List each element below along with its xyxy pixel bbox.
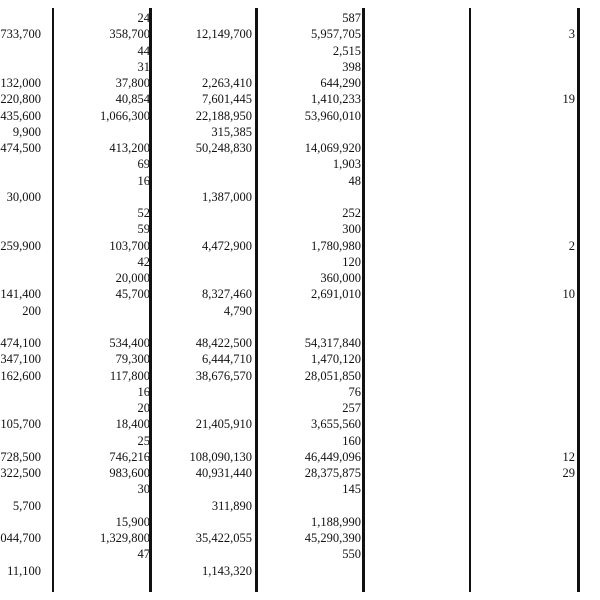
table-cell: 8,327,460 <box>202 287 252 302</box>
table-cell: 044,700 <box>0 531 41 545</box>
table-cell: 587 <box>342 11 361 25</box>
table-cell <box>475 563 575 579</box>
table-cell: 120 <box>342 254 361 269</box>
table-cell: 44 <box>137 43 150 58</box>
table-row <box>0 43 600 59</box>
table-row <box>0 319 600 335</box>
table-row <box>0 400 600 416</box>
table-cell: 47 <box>137 547 150 562</box>
table-cell <box>475 498 575 514</box>
table-cell: 413,200 <box>109 141 150 155</box>
table-cell: 105,700 <box>0 417 41 432</box>
table-cell <box>0 319 41 335</box>
table-cell <box>475 43 575 59</box>
table-cell: 12 <box>562 449 575 464</box>
table-cell <box>475 173 575 189</box>
table-cell <box>160 319 252 335</box>
table-cell: 1,329,800 <box>100 531 150 545</box>
table-cell: 1,066,300 <box>100 108 150 123</box>
table-cell: 252 <box>342 206 361 220</box>
table-cell <box>475 546 575 562</box>
table-cell <box>0 514 41 530</box>
table-cell: 1,903 <box>332 157 361 172</box>
table-cell <box>0 156 41 172</box>
table-row <box>0 140 600 156</box>
table-cell: 1,188,990 <box>311 514 361 529</box>
table-row <box>0 303 600 319</box>
table-cell <box>60 563 150 579</box>
table-cell: 162,600 <box>0 368 41 383</box>
table-cell: 644,290 <box>320 76 361 90</box>
table-row <box>0 26 600 42</box>
table-row <box>0 514 600 530</box>
table-cell: 16 <box>137 384 150 399</box>
table-cell: 28,051,850 <box>304 368 361 383</box>
table-cell: 40,854 <box>115 92 150 107</box>
table-cell <box>160 514 252 530</box>
table-cell: 38,676,570 <box>195 368 252 383</box>
table-cell <box>475 400 575 416</box>
table-row <box>0 563 600 579</box>
table-cell <box>475 189 575 205</box>
table-row <box>0 189 600 205</box>
table-row <box>0 368 600 384</box>
table-cell: 21,405,910 <box>195 417 252 432</box>
table-cell: 30 <box>137 482 150 497</box>
table-cell <box>0 205 41 221</box>
table-cell <box>475 108 575 124</box>
table-cell: 76 <box>348 384 361 399</box>
table-cell: 728,500 <box>0 449 41 464</box>
table-cell <box>0 43 41 59</box>
table-cell <box>160 43 252 59</box>
table-cell: 322,500 <box>0 466 41 480</box>
table-cell: 4,472,900 <box>202 238 252 253</box>
table-cell <box>270 319 361 335</box>
table-cell: 2,515 <box>332 43 361 58</box>
table-cell: 435,600 <box>0 108 41 123</box>
table-cell <box>160 59 252 75</box>
table-cell: 141,400 <box>0 287 41 302</box>
table-cell: 358,700 <box>109 27 150 42</box>
table-cell <box>60 189 150 205</box>
table-cell: 1,470,120 <box>311 352 361 367</box>
table-cell: 59 <box>137 222 150 237</box>
table-row <box>0 498 600 514</box>
table-cell <box>475 124 575 140</box>
table-cell: 132,000 <box>0 76 41 90</box>
table-cell: 25 <box>137 433 150 448</box>
table-cell: 474,500 <box>0 141 41 155</box>
table-row <box>0 108 600 124</box>
table-cell: 300 <box>342 222 361 237</box>
table-cell: 30,000 <box>6 189 41 204</box>
table-cell <box>160 481 252 497</box>
table-cell: 14,069,920 <box>304 141 361 155</box>
table-cell: 108,090,130 <box>189 449 252 464</box>
table-cell: 54,317,840 <box>304 336 361 350</box>
table-cell: 46,449,096 <box>304 449 361 464</box>
table-cell: 45,290,390 <box>304 531 361 545</box>
table-cell: 2,263,410 <box>202 76 252 90</box>
table-cell: 259,900 <box>0 238 41 253</box>
table-cell: 220,800 <box>0 92 41 107</box>
table-cell: 983,600 <box>109 466 150 480</box>
table-cell <box>475 433 575 449</box>
table-cell <box>270 124 361 140</box>
table-cell: 11,100 <box>7 563 41 578</box>
table-row <box>0 351 600 367</box>
table-row <box>0 546 600 562</box>
table-cell <box>160 546 252 562</box>
table-cell: 79,300 <box>115 352 150 367</box>
table-cell: 733,700 <box>0 27 41 42</box>
table-cell <box>160 173 252 189</box>
table-cell <box>475 10 575 26</box>
table-row <box>0 238 600 254</box>
table-cell: 4,790 <box>223 303 252 318</box>
table-cell <box>475 416 575 432</box>
table-cell: 48 <box>348 173 361 188</box>
table-cell <box>0 173 41 189</box>
table-cell: 16 <box>137 173 150 188</box>
table-cell: 29 <box>562 466 575 480</box>
table-cell <box>160 221 252 237</box>
table-row <box>0 59 600 75</box>
table-cell <box>475 75 575 91</box>
table-row <box>0 449 600 465</box>
table-cell <box>475 319 575 335</box>
table-cell <box>475 254 575 270</box>
table-cell <box>0 270 41 286</box>
table-row <box>0 91 600 107</box>
table-cell: 22,188,950 <box>195 108 252 123</box>
table-cell <box>160 205 252 221</box>
table-row <box>0 75 600 91</box>
table-cell: 1,387,000 <box>202 189 252 204</box>
table-cell: 10 <box>562 287 575 302</box>
table-cell: 103,700 <box>109 238 150 253</box>
table-row <box>0 433 600 449</box>
table-cell <box>0 254 41 270</box>
table-cell <box>60 319 150 335</box>
table-cell <box>0 433 41 449</box>
table-row <box>0 124 600 140</box>
table-cell <box>475 59 575 75</box>
table-row <box>0 384 600 400</box>
table-cell <box>475 514 575 530</box>
table-cell: 31 <box>137 59 150 74</box>
table-cell: 145 <box>342 482 361 497</box>
table-cell: 474,100 <box>0 336 41 350</box>
table-cell: 1,410,233 <box>311 92 361 107</box>
table-cell: 360,000 <box>320 271 361 285</box>
table-cell <box>160 433 252 449</box>
table-cell <box>475 140 575 156</box>
table-row <box>0 481 600 497</box>
table-row <box>0 221 600 237</box>
table-cell <box>0 546 41 562</box>
table-cell: 1,780,980 <box>311 238 361 253</box>
table-cell <box>270 563 361 579</box>
table-cell <box>475 303 575 319</box>
table-cell <box>475 205 575 221</box>
table-cell: 19 <box>562 92 575 107</box>
table-cell <box>270 189 361 205</box>
table-cell: 37,800 <box>115 76 150 90</box>
table-cell <box>475 368 575 384</box>
table-cell: 48,422,500 <box>195 336 252 350</box>
table-cell: 1,143,320 <box>202 563 252 578</box>
table-cell: 69 <box>137 157 150 172</box>
table-cell: 53,960,010 <box>304 108 361 123</box>
table-cell <box>475 530 575 546</box>
table-cell <box>475 481 575 497</box>
table-cell <box>60 498 150 514</box>
table-cell: 24 <box>137 11 150 25</box>
table-cell: 5,700 <box>12 498 41 513</box>
table-cell <box>160 254 252 270</box>
table-row <box>0 10 600 26</box>
table-cell: 398 <box>342 59 361 74</box>
table-cell: 42 <box>137 254 150 269</box>
table-cell <box>270 303 361 319</box>
table-cell: 347,100 <box>0 352 41 367</box>
table-cell: 9,900 <box>12 124 41 139</box>
table-row <box>0 530 600 546</box>
table-cell <box>60 303 150 319</box>
table-cell <box>0 400 41 416</box>
table-cell <box>160 10 252 26</box>
table-cell <box>475 270 575 286</box>
table-cell <box>475 335 575 351</box>
table-row <box>0 335 600 351</box>
table-cell <box>160 400 252 416</box>
table-cell: 50,248,830 <box>195 141 252 155</box>
table-cell: 315,385 <box>211 124 252 139</box>
table-cell: 2 <box>568 238 575 253</box>
table-cell: 18,400 <box>115 417 150 432</box>
table-cell <box>160 156 252 172</box>
table-row <box>0 156 600 172</box>
table-cell: 20,000 <box>115 271 150 285</box>
table-cell: 28,375,875 <box>304 466 361 480</box>
table-cell: 746,216 <box>109 449 150 464</box>
table-cell <box>0 221 41 237</box>
table-cell: 550 <box>342 547 361 562</box>
table-row <box>0 416 600 432</box>
table-cell <box>475 384 575 400</box>
table-cell: 15,900 <box>115 514 150 529</box>
table-cell: 534,400 <box>109 336 150 350</box>
table-cell: 200 <box>22 303 41 318</box>
table-cell: 160 <box>342 433 361 448</box>
table-cell: 117,800 <box>109 368 150 383</box>
table-cell: 6,444,710 <box>202 352 252 367</box>
table-cell: 3 <box>568 27 575 42</box>
table-cell: 20 <box>137 401 150 415</box>
table-cell: 311,890 <box>211 498 252 513</box>
table-cell <box>475 351 575 367</box>
table-row <box>0 286 600 302</box>
table-cell: 2,691,010 <box>311 287 361 302</box>
table-cell: 52 <box>137 206 150 220</box>
table-cell: 35,422,055 <box>195 531 252 545</box>
table-row <box>0 270 600 286</box>
table-cell <box>160 384 252 400</box>
table-cell <box>60 124 150 140</box>
table-cell <box>0 10 41 26</box>
table-cell: 40,931,440 <box>195 466 252 480</box>
table-cell: 45,700 <box>115 287 150 302</box>
table-row <box>0 465 600 481</box>
table-cell: 5,957,705 <box>311 27 361 42</box>
table-row <box>0 173 600 189</box>
table-cell: 257 <box>342 401 361 415</box>
table-cell: 7,601,445 <box>202 92 252 107</box>
table-cell <box>0 481 41 497</box>
table-cell: 3,655,560 <box>311 417 361 432</box>
table-cell <box>270 498 361 514</box>
table-cell <box>475 156 575 172</box>
table-row <box>0 205 600 221</box>
table-cell <box>0 384 41 400</box>
table-cell <box>475 221 575 237</box>
table-row <box>0 254 600 270</box>
table-cell <box>0 59 41 75</box>
table-cell <box>160 270 252 286</box>
table-cell: 12,149,700 <box>195 27 252 42</box>
